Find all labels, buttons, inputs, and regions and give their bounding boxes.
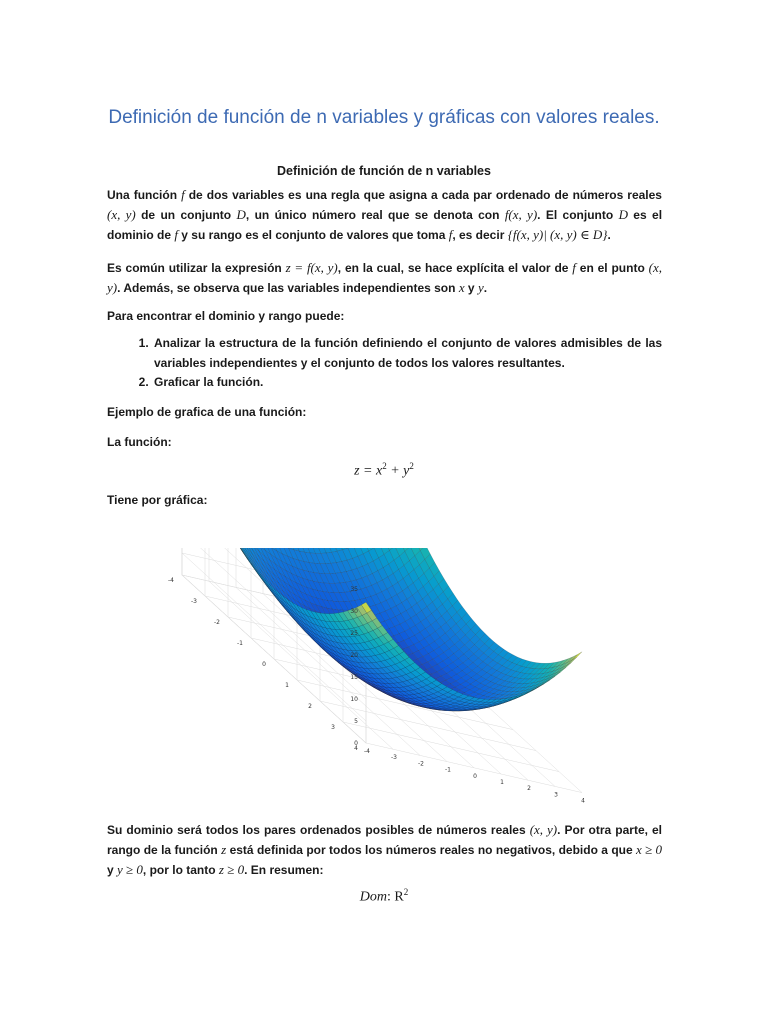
domain-label: Dom — [359, 889, 387, 905]
text-run: , es decir — [452, 228, 508, 242]
y-tick-label: 3 — [554, 791, 558, 799]
domain-intro-paragraph: Para encontrar el dominio y rango puede: — [107, 309, 345, 323]
y-tick-label: -1 — [445, 766, 451, 774]
math-d: D — [236, 207, 246, 222]
text-run: . Por otra parte, el rango de la función — [107, 823, 663, 857]
math-xy: (x, y) — [529, 822, 558, 837]
list-item: 1. Analizar la estructura de la función definiendo el conjunto de valores admisibles de las variables independientes y el conjunto de todos los valores resultantes. — [152, 334, 662, 373]
math-inequality: z ≥ 0 — [218, 862, 245, 877]
text-run: . — [483, 281, 488, 295]
math-f: f — [572, 260, 576, 275]
text-run: es el dominio de — [107, 208, 663, 242]
text-run: Una función — [107, 188, 182, 202]
z-tick-label: 35 — [350, 586, 358, 593]
x-tick-label: 1 — [285, 682, 289, 689]
y-tick-label: -3 — [391, 754, 397, 762]
list-item: 2. Graficar la función. — [152, 373, 662, 393]
x-tick-label: -2 — [214, 619, 220, 626]
math-y: y — [477, 280, 484, 295]
graph-label: Tiene por gráfica: — [107, 493, 208, 507]
z-tick-label: 20 — [350, 652, 358, 659]
text-run: de dos variables es una regla que asigna a cada par ordenado de números reales — [184, 188, 662, 202]
text-run: de un conjunto — [135, 208, 237, 222]
text-run: , por lo tanto — [142, 863, 219, 877]
y-tick-label: 2 — [527, 785, 531, 793]
expression-paragraph — [107, 258, 662, 298]
text-run: y — [464, 281, 478, 295]
text-run: . En resumen: — [244, 863, 324, 877]
equation-mid: + y — [386, 463, 410, 479]
math-d: D — [618, 207, 628, 222]
y-tick-label: 4 — [581, 797, 585, 803]
text-run: Es común utilizar la expresión — [107, 261, 286, 275]
math-f: f — [174, 227, 178, 242]
y-tick-label: -4 — [364, 748, 370, 755]
math-x: x — [458, 280, 465, 295]
surface-patch — [572, 652, 582, 660]
math-f: f — [448, 227, 453, 242]
math-inequality: y ≥ 0 — [117, 862, 143, 877]
x-tick-label: -3 — [191, 598, 197, 605]
equation-lhs: z = x — [354, 463, 383, 479]
text-run: . Además, se observa que las variables independientes son — [117, 281, 459, 295]
domain-exponent: 2 — [403, 887, 409, 897]
text-run: . El conjunto — [537, 208, 619, 222]
math-f: f — [181, 187, 185, 202]
definition-paragraph — [107, 185, 662, 245]
math-fxy: f(x, y) — [504, 207, 538, 222]
steps-list — [107, 334, 662, 393]
y-tick-label: 1 — [500, 779, 504, 786]
x-tick-label: 3 — [331, 724, 335, 731]
equation-exponent: 2 — [409, 461, 414, 471]
function-label: La función: — [107, 435, 172, 449]
domain-separator: : — [387, 889, 395, 905]
x-tick-label: 2 — [308, 703, 312, 710]
x-tick-label: 4 — [354, 745, 358, 752]
z-tick-label: 25 — [350, 630, 358, 637]
text-run: , un único número real que se denota con — [245, 208, 505, 222]
text-run: está definida por todos los números reales no negativos, debido a que — [226, 843, 637, 857]
z-tick-label: 5 — [354, 718, 358, 725]
z-tick-label: 0 — [354, 740, 358, 747]
domain-equation — [0, 887, 768, 906]
z-tick-label: 30 — [350, 608, 358, 615]
math-expression: z = f(x, y) — [285, 260, 338, 275]
text-run: Su dominio será todos los pares ordenados posibles de números reales — [107, 823, 530, 837]
math-xy: (x, y) — [107, 207, 136, 222]
page-title: Definición de función de n variables y gráficas con valores reales. — [108, 107, 660, 128]
math-z: z — [221, 842, 227, 857]
text-run: y — [107, 863, 118, 877]
math-inequality: x ≥ 0 — [636, 842, 662, 857]
surface-plot-svg — [152, 548, 632, 803]
x-tick-label: -4 — [168, 577, 174, 584]
text-run: , en la cual, se hace explícita el valor de — [337, 261, 573, 275]
domain-set: R — [394, 889, 404, 905]
equation-exponent: 2 — [382, 461, 387, 471]
function-equation — [0, 461, 768, 480]
text-run: y su rango es el conjunto de valores que toma — [177, 228, 449, 242]
y-tick-label: -2 — [418, 760, 424, 768]
z-tick-label: 10 — [350, 696, 358, 703]
section-heading: Definición de función de n variables — [277, 164, 491, 178]
math-xy: (x, y) — [107, 260, 662, 295]
conclusion-paragraph — [107, 820, 662, 880]
surface-plot — [152, 548, 632, 803]
text-run: . — [607, 228, 611, 242]
example-paragraph: Ejemplo de grafica de una función: — [107, 405, 307, 419]
z-tick-label: 15 — [350, 674, 358, 681]
y-tick-label: 0 — [473, 772, 477, 780]
math-range-set: {f(x, y)| (x, y) ∈ D} — [507, 227, 608, 242]
text-run: en el punto — [575, 261, 649, 275]
x-tick-label: 0 — [262, 661, 266, 668]
x-tick-label: -1 — [237, 640, 243, 647]
